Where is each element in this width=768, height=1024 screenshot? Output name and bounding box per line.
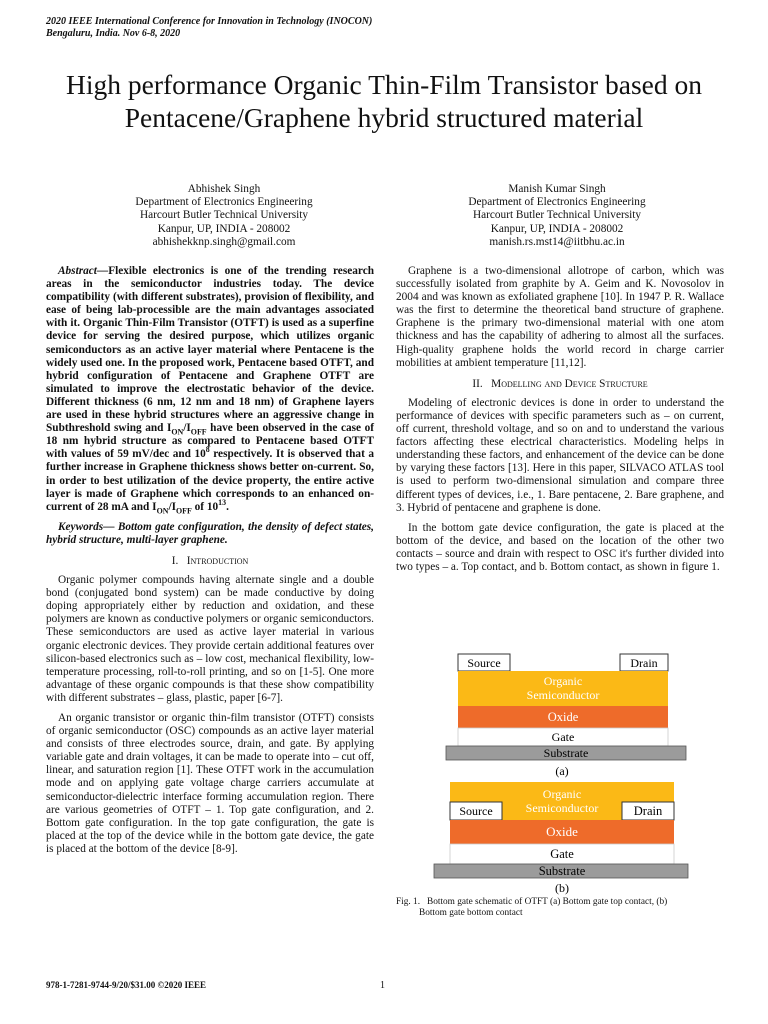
substrate-label-a: Substrate (543, 746, 589, 760)
author-block-2 (407, 183, 707, 249)
caption-label: Fig. 1. (396, 897, 421, 907)
page-number: 1 (380, 980, 385, 991)
author-addr: Kanpur, UP, INDIA - 208002 (490, 222, 624, 235)
source-label-a: Source (467, 656, 501, 670)
paper-title: High performance Organic Thin-Film Transistor based on Pentacene/Graphene hybrid structured material (66, 69, 702, 133)
author-dept: Department of Electronics Engineering (135, 196, 313, 209)
author-name: Manish Kumar Singh (508, 183, 606, 195)
conference-header (46, 16, 372, 40)
abstract-text: respectively. It is observed that a further increase in Graphene thickness shows better on-current. So, in order to best utilization of the device property, the entire active layer is made of Graphene which corresponds to an enhanced on-current of 28 mA and I (46, 448, 374, 513)
intro-paragraph-1: Organic polymer compounds having alternate single and a double bond (conjugated bond system) can be made conductive by doing doping appropriately either by reduction and oxidation, and these polymers are known as conductive polymers or organic semiconductors. These semiconductors are used as active layer material in various organic electronic devices. They provide certain additional features over silicon-based electronics such as – low cost, mechanical flexibility, low-temperature processing, roll-to-roll printing, and so on [1-5]. One more advantage of these organic compounds is that these show compatibility with different substrates – glass, plastic, paper [6-7]. (46, 574, 374, 704)
osc-label-b: Semiconductor (525, 801, 599, 815)
subfigure-label-a: (a) (555, 764, 569, 778)
gate-label-a: Gate (551, 730, 575, 744)
bottom-gate-paragraph: In the bottom gate device configuration, the gate is placed at the bottom of the device, and based on the location of the other two contacts – source and drain with respect to OSC it's further divided into two types – a. Top contact, and b. Bottom contact, as shown in figure 1. (396, 521, 724, 573)
section-number: II. (472, 377, 483, 390)
drain-label-b: Drain (633, 804, 663, 818)
section-title: Modelling and Device Structure (491, 377, 648, 390)
drain-label-a: Drain (630, 656, 658, 670)
sub-on: ON (171, 427, 184, 437)
abstract-lead: Abstract— (58, 265, 109, 277)
subfigure-label-b: (b) (555, 881, 569, 895)
sup-8: 8 (205, 445, 210, 455)
keywords-lead: Keywords— (58, 520, 115, 533)
oxide-label-a: Oxide (547, 710, 579, 724)
sub-on: ON (156, 505, 169, 515)
author-univ: Harcourt Butler Technical University (139, 209, 309, 222)
caption-text: Bottom gate bottom contact (419, 908, 523, 918)
author-univ: Harcourt Butler Technical University (472, 209, 642, 222)
osc-label-b: Organic (542, 787, 582, 801)
source-label-b: Source (459, 804, 493, 818)
abstract-text: have been observed in the case of 18 nm hybrid structure as compared to Pentacene based OTFT with values of 59 mV/dec and 10 (46, 422, 374, 461)
abstract-text: Flexible electronics is one of the trending research areas in the semiconductor industries today. The device compatibility (with different substrates), provision of flexibility, and ease of being lab-processible are the main advantages associated with it. Organic Thin-Film Transistor (OTFT) is used as a superfine device for serving the desired purpose, which utilizes organic semiconductors as an active layer material where Pentacene is the widely used one. In the proposed work, Pentacene based OTFT, and hybrid configuration of Pentacene and Graphene OTFT are simulated to improve the electrostatic behavior of the device. Different thickness (6 nm, 12 nm and 18 nm) of Graphene layers are used in these hybrid structures where an aggressive change in Subthreshold swing and I (46, 265, 374, 435)
keywords-text: Bottom gate configuration, the density of defect states, hybrid structure, multi-layer graphene. (46, 520, 374, 546)
author-email: abhishekknp.singh@gmail.com (152, 235, 296, 248)
section-heading-modelling (396, 378, 724, 391)
author-block-1 (74, 183, 374, 249)
footer-isbn: 978-1-7281-9744-9/20/$31.00 ©2020 IEEE (46, 980, 206, 990)
author-email: manish.rs.mst14@iitbhu.ac.in (489, 235, 625, 248)
graphene-paragraph: Graphene is a two-dimensional allotrope of carbon, which was successfully isolated from graphite by A. Geim and K. Novosolov in 2004 and was known as exfoliated graphene [10]. In 1947 P. R. Wallace was the first to determine the theoretical band structure of graphene. Graphene is the primary two-dimensional material with one atom thickness and has the capability of adhering to almost all the surfaces. High-quality graphene holds the world record in charge carrier mobilities at ambient temperature [11,12]. (396, 265, 724, 369)
abstract (46, 265, 374, 514)
author-name: Abhishek Singh (187, 183, 261, 195)
figure-caption (396, 897, 724, 919)
oxide-label-b: Oxide (546, 824, 578, 839)
figure-1 (396, 648, 724, 896)
section-number: I. (171, 554, 179, 567)
substrate-label-b: Substrate (538, 864, 586, 878)
abstract-slash: /I (168, 500, 176, 513)
caption-text: Bottom gate schematic of OTFT (a) Bottom gate top contact, (b) (427, 897, 668, 907)
section-heading-intro (46, 555, 374, 568)
sup-13: 13 (218, 497, 227, 507)
abstract-slash: /I (183, 422, 191, 435)
section-title: Introduction (186, 554, 249, 567)
author-dept: Department of Electronics Engineering (468, 196, 646, 209)
conference-name: 2020 IEEE International Conference for Innovation in Technology (INOCON) (46, 16, 373, 27)
osc-label-a: Semiconductor (526, 688, 600, 702)
intro-paragraph-2: An organic transistor or organic thin-film transistor (OTFT) consists of organic semiconductor (OSC) compounds as an active layer material and consists of three electrodes source, drain, and gate. By applying variable gate and drain voltages, it can be made to operate into – cut off, linear, and saturation region [1]. These OTFT work in the accumulation mode and on applying gate voltage charge carriers accumulate at semiconductor-dielectric interface forming accumulation region. There are various geometries of OTFT – 1. Top gate configuration, and 2. Bottom gate configuration. In the top gate configuration, the gate is placed at the top of the device while in the bottom gate device, the gate is placed at the bottom of the device [8-9]. (46, 712, 374, 855)
modelling-paragraph: Modeling of electronic devices is done in order to understand the performance of devices with specific parameters such as – on current, off current, threshold voltage, and so on and to understand the various factors affecting these electrical characteristics. Modeling helps in understanding these factors, and enhancement of the device can be done by varying these factors [13]. Here in this paper, SILVACO ATLAS tool is used to perform two-dimensional simulation and compare three different types of devices, i.e., 1. Bare pentacene, 2. Bare graphene, and 3. Hybrid of pentacene and graphene is done. (396, 396, 724, 514)
keywords (46, 521, 374, 547)
gate-label-b: Gate (550, 847, 574, 861)
right-column (396, 265, 724, 581)
osc-label-a: Organic (543, 674, 583, 688)
left-column (46, 265, 374, 863)
abstract-text: . (226, 500, 229, 513)
conference-location: Bengaluru, India. Nov 6-8, 2020 (46, 28, 181, 39)
sub-off: OFF (190, 427, 207, 437)
sub-off: OFF (175, 505, 192, 515)
author-addr: Kanpur, UP, INDIA - 208002 (157, 222, 291, 235)
abstract-text: of 10 (191, 500, 219, 513)
